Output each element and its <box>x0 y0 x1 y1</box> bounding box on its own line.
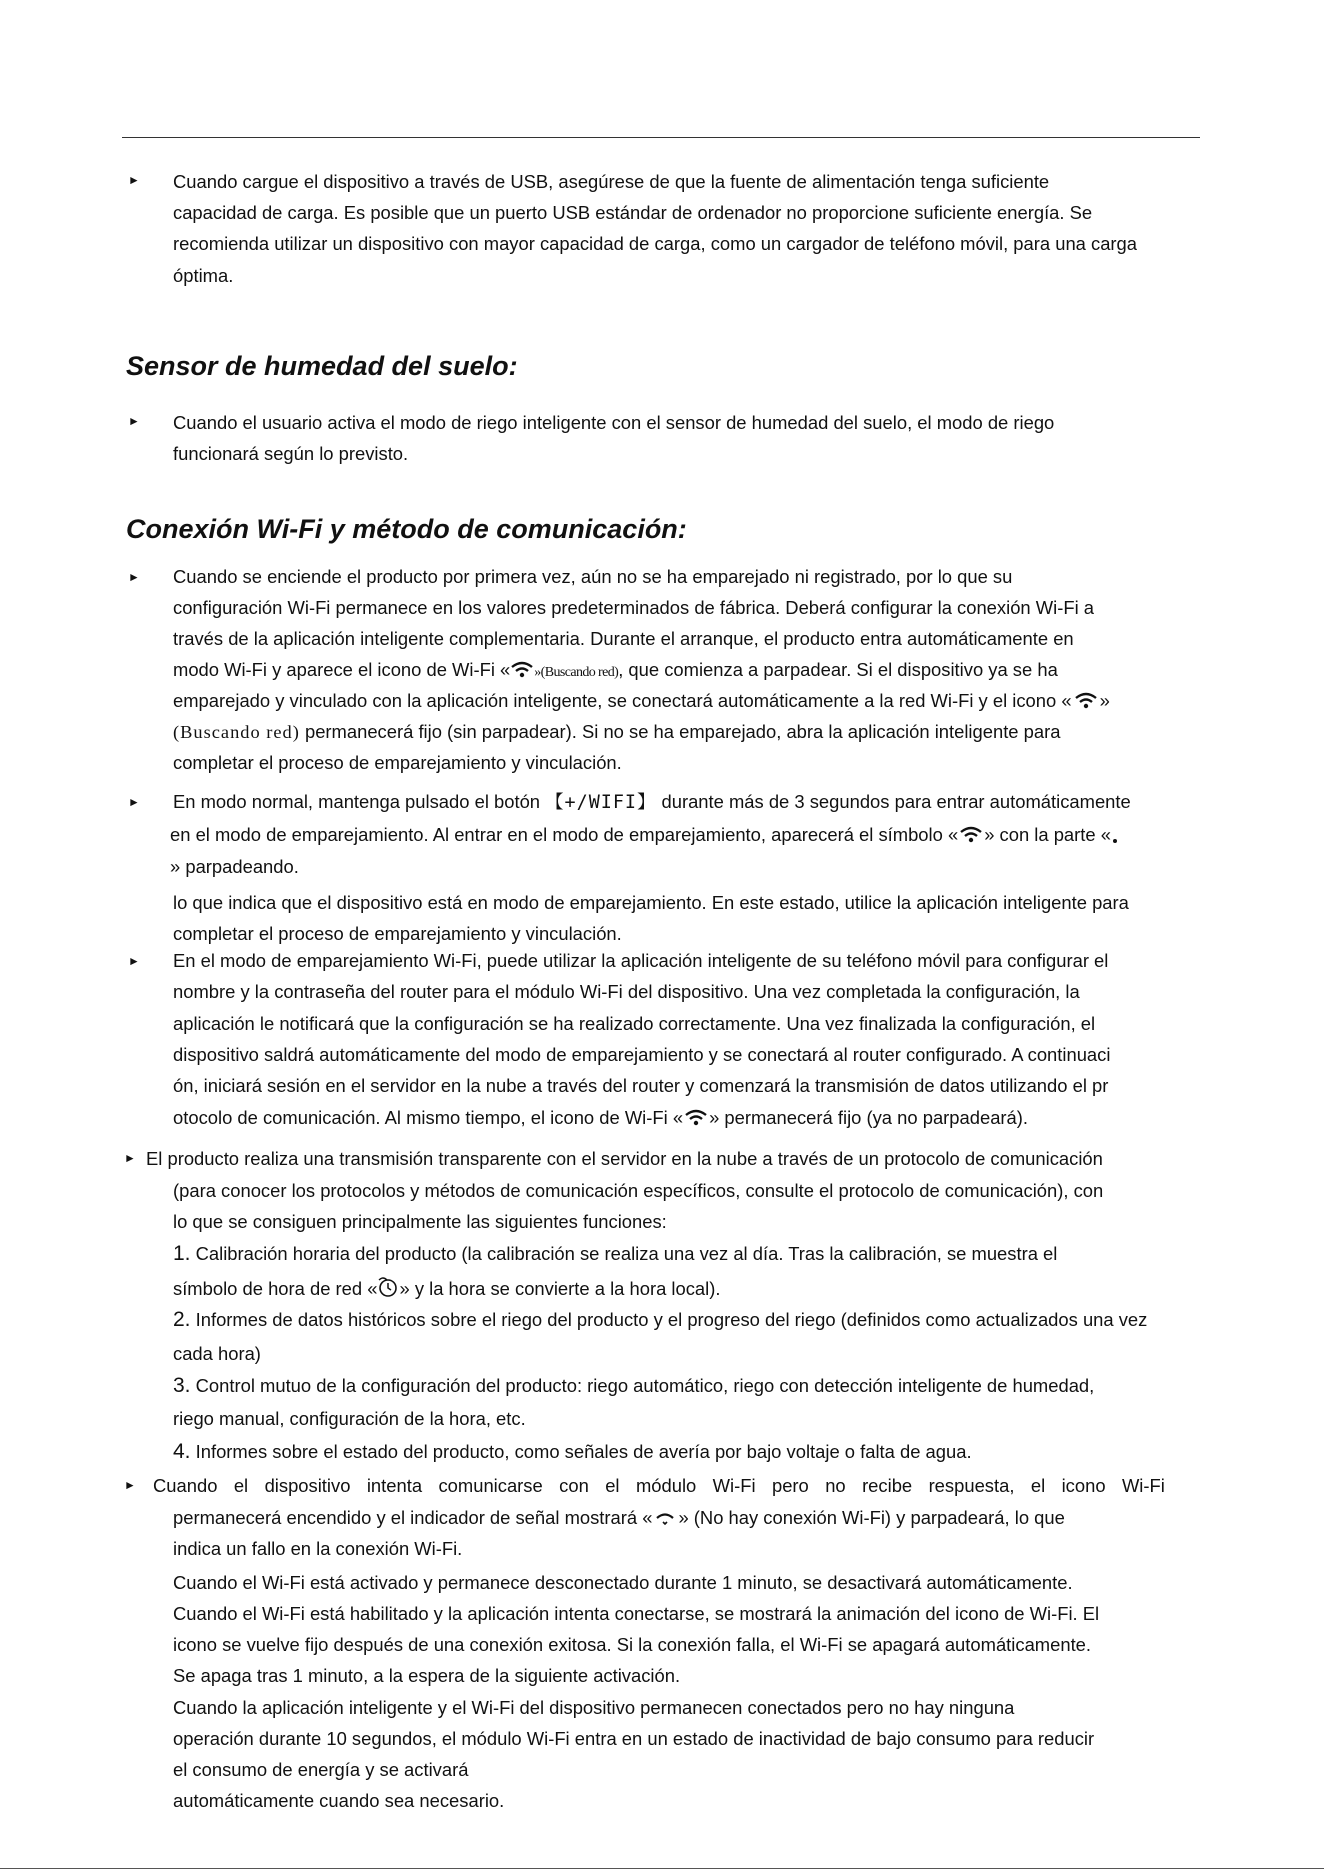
pairing-config-line: nombre y la contraseña del router para el módulo Wi-Fi del dispositivo. Una vez completada la configuración, la <box>173 981 1080 1002</box>
no-connection-line: indica un fallo en la conexión Wi-Fi. <box>173 1538 463 1559</box>
word: Wi-Fi <box>1121 1475 1165 1496</box>
pairing-config-line <box>173 1106 1028 1130</box>
pairing-config-line: ón, iniciará sesión en el servidor en la nube a través del router y comenzará la transmisión de datos utilizando el pr <box>173 1075 1109 1096</box>
word: comunicarse <box>438 1475 543 1496</box>
text-run: permanecerá encendido y el indicador de señal mostrará « <box>173 1507 653 1528</box>
no-connection-line: Cuando el Wi-Fi está habilitado y la aplicación intenta conectarse, se mostrará la animación del icono de Wi-Fi. El <box>173 1603 1100 1624</box>
word: Cuando <box>153 1475 218 1496</box>
wifi-no-connection-icon <box>652 1509 678 1527</box>
pairing-mode-line: completar el proceso de emparejamiento y vinculación. <box>173 923 622 944</box>
wifi-first-boot-line <box>173 658 1058 685</box>
text-run: » con la parte « <box>984 824 1111 845</box>
no-connection-line: Se apaga tras 1 minuto, a la espera de la siguiente activación. <box>173 1665 681 1686</box>
item-number: 3. <box>173 1374 191 1397</box>
pairing-mode-line: » parpadeando. <box>170 856 299 877</box>
word: Wi-Fi <box>712 1475 756 1496</box>
wifi-first-boot-line: Cuando se enciende el producto por primera vez, aún no se ha emparejado ni registrado, por lo que su <box>173 566 1013 587</box>
item-number: 1. <box>173 1242 191 1265</box>
wifi-icon <box>510 661 534 679</box>
bullet-marker: ► <box>128 795 140 809</box>
usb-paragraph-line: óptima. <box>173 265 234 286</box>
cloud-transmission-line: lo que se consiguen principalmente las siguientes funciones: <box>173 1211 667 1232</box>
no-connection-line: el consumo de energía y se activará <box>173 1759 469 1780</box>
pairing-config-line: aplicación le notificará que la configuración se ha realizado correctamente. Una vez finalizada la configuración, el <box>173 1013 1096 1034</box>
soil-paragraph-line: funcionará según lo previsto. <box>173 443 409 464</box>
function-item-3: riego manual, configuración de la hora, etc. <box>173 1408 526 1429</box>
section-heading-wifi: Conexión Wi-Fi y método de comunicación: <box>126 514 687 544</box>
no-connection-line: Cuando la aplicación inteligente y el Wi-Fi del dispositivo permanecen conectados pero no hay ninguna <box>173 1697 1015 1718</box>
no-connection-justified-line <box>153 1474 1165 1498</box>
pairing-config-line: En el modo de emparejamiento Wi-Fi, puede utilizar la aplicación inteligente de su teléfono móvil para configurar el <box>173 950 1109 971</box>
text-run: permanecerá fijo (sin parpadear). Si no se ha emparejado, abra la aplicación inteligente para <box>299 721 1061 742</box>
searching-label: »(Buscando red) <box>534 665 619 680</box>
wifi-button-label: 【+/WIFI】 <box>545 792 657 813</box>
wifi-first-boot-line <box>173 720 1060 744</box>
text-run: En modo normal, mantenga pulsado el botón <box>173 791 546 812</box>
function-item-1 <box>173 1276 720 1301</box>
item-number: 4. <box>173 1440 191 1463</box>
pairing-mode-line <box>173 790 1131 815</box>
bullet-marker: ► <box>128 414 140 428</box>
bullet-marker: ► <box>128 954 140 968</box>
section-heading-soil-sensor: Sensor de humedad del suelo: <box>126 351 518 381</box>
searching-label: (Buscando red) <box>173 722 300 742</box>
text-run: » permanecerá fijo (ya no parpadeará). <box>709 1107 1029 1128</box>
no-connection-line: Cuando el Wi-Fi está activado y permanece desconectado durante 1 minuto, se desactivará automáticamente. <box>173 1572 1073 1593</box>
text-run: Control mutuo de la configuración del producto: riego automático, riego con detección inteligente de humedad, <box>190 1375 1095 1396</box>
footer-rule <box>0 1868 1324 1869</box>
word: el <box>605 1475 620 1496</box>
word: pero <box>771 1475 809 1496</box>
no-connection-line: operación durante 10 segundos, el módulo Wi-Fi entra en un estado de inactividad de bajo consumo para reducir <box>173 1728 1095 1749</box>
pairing-config-line: dispositivo saldrá automáticamente del modo de emparejamiento y se conectará al router configurado. A continuaci <box>173 1044 1111 1065</box>
wifi-first-boot-line <box>173 689 1110 713</box>
text-run: » y la hora se convierte a la hora local). <box>399 1278 721 1299</box>
text-run: » <box>1099 690 1110 711</box>
function-item-1 <box>173 1242 1057 1266</box>
text-run: Informes de datos históricos sobre el riego del producto y el progreso del riego (definidos como actualizados una vez <box>190 1309 1148 1330</box>
word: con <box>559 1475 589 1496</box>
wifi-first-boot-line: través de la aplicación inteligente complementaria. Durante el arranque, el producto entra automáticamente en <box>173 628 1074 649</box>
text-run: , que comienza a parpadear. Si el dispositivo ya se ha <box>618 659 1058 680</box>
header-rule <box>122 137 1200 138</box>
word: el <box>1030 1475 1046 1496</box>
word: módulo <box>635 1475 697 1496</box>
pairing-mode-line: lo que indica que el dispositivo está en modo de emparejamiento. En este estado, utilice la aplicación inteligente para <box>173 892 1129 913</box>
pairing-mode-line <box>170 823 1119 847</box>
wifi-first-boot-line: completar el proceso de emparejamiento y vinculación. <box>173 752 622 773</box>
function-item-2 <box>173 1308 1147 1332</box>
word: icono <box>1061 1475 1106 1496</box>
text-run: durante más de 3 segundos para entrar automáticamente <box>656 791 1131 812</box>
text-run: emparejado y vinculado con la aplicación inteligente, se conectará automáticamente a la red Wi-Fi y el icono « <box>173 690 1072 711</box>
wifi-icon <box>958 826 984 844</box>
function-item-4 <box>173 1440 972 1464</box>
text-run: símbolo de hora de red « <box>173 1278 378 1299</box>
wifi-icon <box>1072 692 1100 710</box>
bullet-marker: ► <box>128 173 140 187</box>
word: respuesta, <box>928 1475 1015 1496</box>
wifi-dot-icon <box>1111 826 1119 844</box>
bullet-marker: ► <box>124 1151 136 1165</box>
text-run: en el modo de emparejamiento. Al entrar en el modo de emparejamiento, aparecerá el símbolo « <box>170 824 959 845</box>
text-run: Calibración horaria del producto (la calibración se realiza una vez al día. Tras la calibración, se muestra el <box>190 1243 1058 1264</box>
word: intenta <box>366 1475 423 1496</box>
usb-paragraph-line: capacidad de carga. Es posible que un puerto USB estándar de ordenador no proporcione suficiente energía. Se <box>173 202 1093 223</box>
function-item-3 <box>173 1374 1094 1398</box>
cloud-transmission-line: (para conocer los protocolos y métodos de comunicación específicos, consulte el protocolo de comunicación), con <box>173 1180 1104 1201</box>
usb-paragraph-line: Cuando cargue el dispositivo a través de USB, asegúrese de que la fuente de alimentación tenga suficiente <box>173 171 1050 192</box>
usb-paragraph-line: recomienda utilizar un dispositivo con mayor capacidad de carga, como un cargador de teléfono móvil, para una carga <box>173 233 1138 254</box>
word: recibe <box>862 1475 913 1496</box>
text-run: otocolo de comunicación. Al mismo tiempo, el icono de Wi-Fi « <box>173 1107 684 1128</box>
text-run: modo Wi-Fi y aparece el icono de Wi-Fi « <box>173 659 511 680</box>
no-connection-line <box>173 1506 1065 1530</box>
item-number: 2. <box>173 1308 191 1331</box>
word: dispositivo <box>264 1475 351 1496</box>
bullet-marker: ► <box>124 1478 136 1492</box>
wifi-icon <box>683 1109 709 1127</box>
text-run: Informes sobre el estado del producto, como señales de avería por bajo voltaje o falta de agua. <box>190 1441 972 1462</box>
wifi-first-boot-line: configuración Wi-Fi permanece en los valores predeterminados de fábrica. Deberá configurar la conexión Wi-Fi a <box>173 597 1094 618</box>
word: no <box>825 1475 846 1496</box>
cloud-transmission-line: El producto realiza una transmisión transparente con el servidor en la nube a través de un protocolo de comunicación <box>146 1148 1103 1169</box>
no-connection-line: automáticamente cuando sea necesario. <box>173 1790 505 1811</box>
function-item-2: cada hora) <box>173 1343 261 1364</box>
soil-paragraph-line: Cuando el usuario activa el modo de riego inteligente con el sensor de humedad del suelo, el modo de riego <box>173 412 1055 433</box>
text-run: » (No hay conexión Wi-Fi) y parpadeará, lo que <box>678 1507 1065 1528</box>
network-clock-icon <box>377 1276 399 1298</box>
word: el <box>233 1475 249 1496</box>
bullet-marker: ► <box>128 570 140 584</box>
no-connection-line: icono se vuelve fijo después de una conexión exitosa. Si la conexión falla, el Wi-Fi se apagará automáticamente. <box>173 1634 1092 1655</box>
